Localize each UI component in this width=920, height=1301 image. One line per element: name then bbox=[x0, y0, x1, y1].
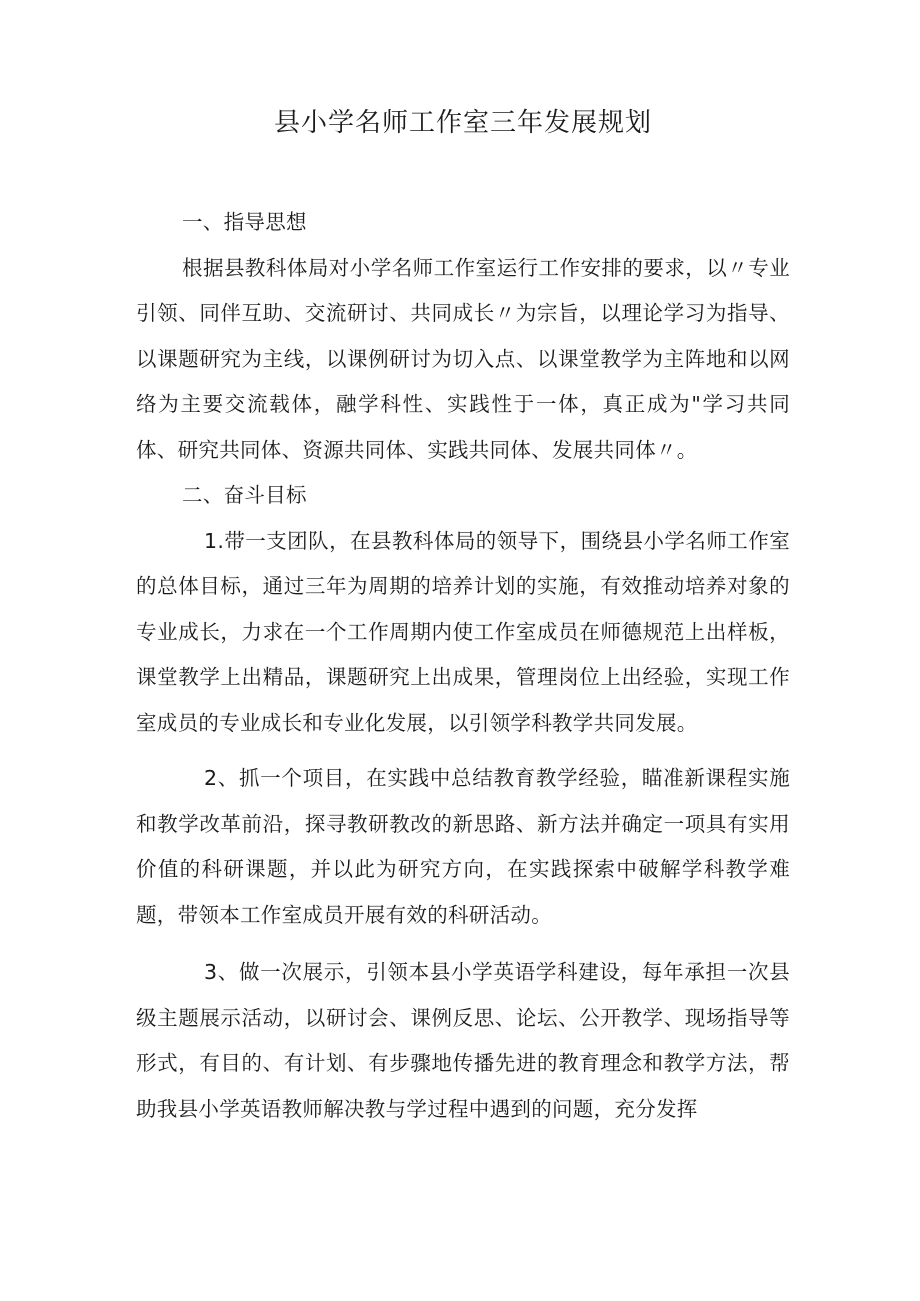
document-title: 县小学名师工作室三年发展规划 bbox=[273, 108, 652, 138]
section-heading-goals: 二、奋斗目标 bbox=[182, 483, 307, 507]
paragraph-guiding-ideology: 根据县教科体局对小学名师工作室运行工作安排的要求，以〃专业引领、同伴互助、交流研讨、共同成长〃为宗旨，以理论学习为指导、以课题研究为主线，以课例研讨为切入点、以课堂教学为主阵地和以网络为主要交流载体，融学科性、实践性于一体，真正成为"学习共同体、研究共同体、资源共同体、实践共同体、发展共同体〃。 bbox=[136, 255, 790, 462]
paragraph-goal-showcase: 3、做一次展示，引领本县小学英语学科建设，每年承担一次县级主题展示活动，以研讨会、课例反思、论坛、公开教学、现场指导等形式，有目的、有计划、有步骤地传播先进的教育理念和教学方法，帮助我县小学英语教师解决教与学过程中遇到的问题，充分发挥 bbox=[136, 960, 790, 1121]
paragraph-goal-project: 2、抓一个项目，在实践中总结教育教学经验，瞄准新课程实施和教学改革前沿，探寻教研教改的新思路、新方法并确定一项具有实用价值的科研课题，并以此为研究方向，在实践探索中破解学科教学难题，带领本工作室成员开展有效的科研活动。 bbox=[136, 766, 790, 927]
section-heading-guiding-ideology: 一、指导思想 bbox=[182, 210, 307, 234]
paragraph-goal-team: 1.带一支团队，在县教科体局的领导下，围绕县小学名师工作室的总体目标，通过三年为周期的培养计划的实施，有效推动培养对象的专业成长，力求在一个工作周期内使工作室成员在师德规范上出样板，课堂教学上出精品，课题研究上出成果，管理岗位上出经验，实现工作室成员的专业成长和专业化发展，以引领学科教学共同发展。 bbox=[136, 528, 790, 735]
document-body bbox=[136, 200, 790, 1132]
